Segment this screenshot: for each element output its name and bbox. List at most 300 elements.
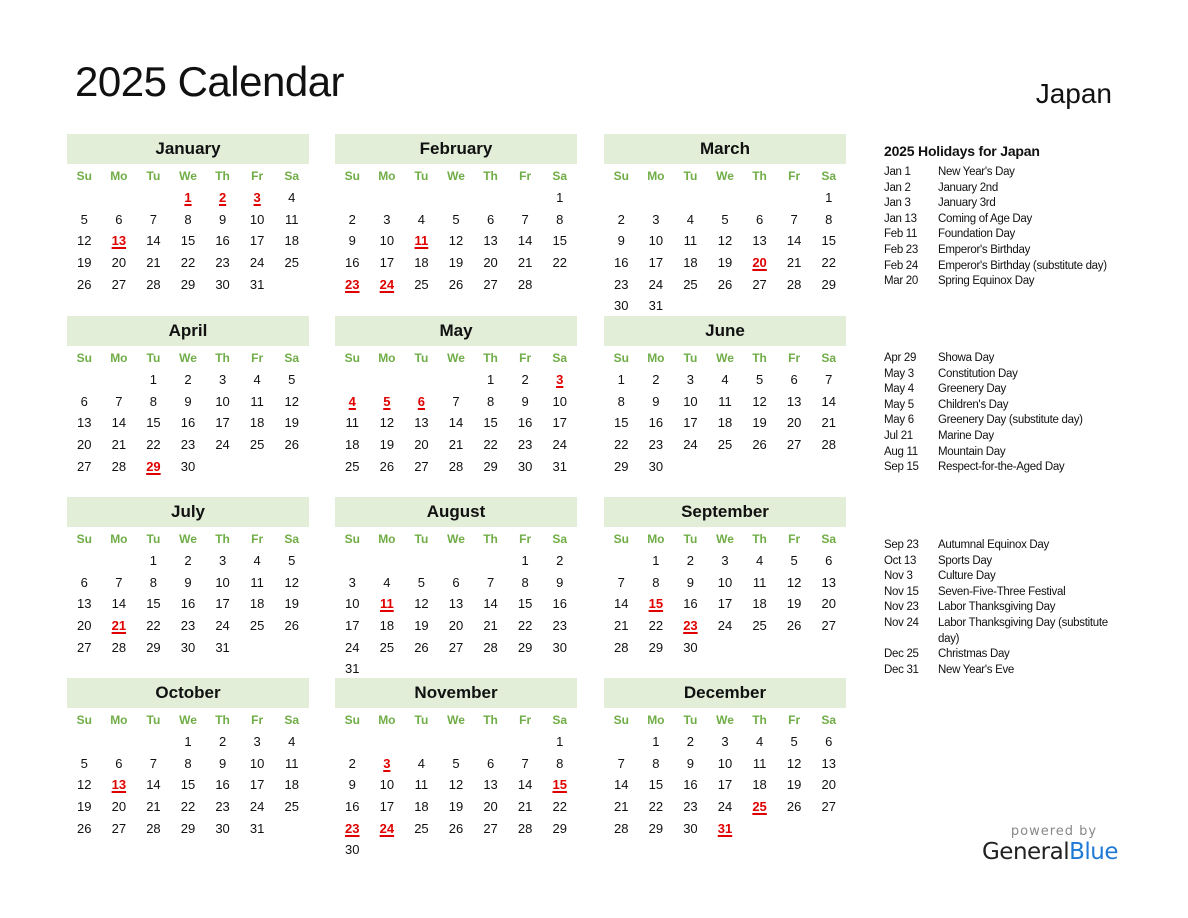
day-cell: 4 bbox=[288, 190, 296, 205]
day-cell: 10 bbox=[249, 211, 265, 227]
weekday-label: Fr bbox=[788, 532, 801, 546]
holiday-item bbox=[884, 413, 1124, 429]
day-cell: 14 bbox=[146, 777, 161, 793]
day-cell: 10 bbox=[683, 393, 698, 409]
day-cell: 21 bbox=[614, 618, 629, 634]
empty-cell bbox=[370, 550, 405, 572]
weekday-label: Sa bbox=[821, 532, 837, 546]
day-cell: 2 bbox=[184, 372, 192, 387]
week-row bbox=[335, 637, 577, 659]
empty-cell bbox=[404, 550, 439, 572]
day-cell: 26 bbox=[77, 276, 92, 292]
day-cell: 16 bbox=[345, 799, 360, 815]
weekday-label: We bbox=[447, 713, 465, 727]
day-cell: 27 bbox=[821, 799, 836, 815]
weekday-label: Fr bbox=[251, 351, 264, 365]
day-cell: 13 bbox=[752, 233, 767, 249]
weekday-label: Sa bbox=[552, 532, 568, 546]
month-july bbox=[67, 497, 309, 658]
weekday-label: Fr bbox=[519, 169, 532, 183]
day-cell: 30 bbox=[215, 276, 230, 292]
empty-cell bbox=[240, 637, 275, 659]
holiday-name: Sports Day bbox=[938, 554, 992, 567]
day-cell: 27 bbox=[752, 276, 767, 292]
day-cell: 3 bbox=[721, 734, 729, 749]
holiday-day-cell: 21 bbox=[111, 618, 127, 634]
day-cell: 29 bbox=[146, 639, 161, 655]
month-december bbox=[604, 678, 846, 839]
week-row bbox=[335, 818, 577, 840]
empty-cell bbox=[742, 637, 777, 659]
weekday-label: Fr bbox=[251, 169, 264, 183]
day-cell: 7 bbox=[149, 211, 158, 227]
holiday-item bbox=[884, 243, 1124, 259]
day-cell: 30 bbox=[180, 639, 196, 655]
day-cell: 20 bbox=[448, 618, 464, 634]
holiday-name: Labor Thanksgiving Day (substitute day) bbox=[938, 616, 1108, 645]
day-cell: 8 bbox=[149, 393, 158, 409]
holiday-item bbox=[884, 460, 1124, 476]
day-cell: 13 bbox=[483, 233, 498, 249]
day-cell: 12 bbox=[448, 233, 464, 249]
day-cell: 15 bbox=[146, 415, 161, 431]
week-row bbox=[604, 637, 846, 659]
day-cell: 10 bbox=[717, 755, 733, 771]
day-cell: 22 bbox=[517, 618, 533, 634]
day-cell: 16 bbox=[180, 596, 196, 612]
holiday-name: Marine Day bbox=[938, 429, 994, 442]
day-cell: 10 bbox=[215, 393, 230, 409]
day-cell: 21 bbox=[146, 799, 161, 815]
day-cell: 31 bbox=[249, 276, 265, 292]
day-cell: 16 bbox=[180, 415, 196, 431]
day-cell: 28 bbox=[786, 276, 802, 292]
day-cell: 23 bbox=[180, 618, 196, 634]
day-cell: 6 bbox=[825, 553, 833, 568]
day-cell: 10 bbox=[552, 393, 567, 409]
week-row bbox=[67, 593, 309, 615]
week-row bbox=[604, 230, 846, 252]
day-cell: 9 bbox=[686, 755, 695, 771]
weekday-header-row bbox=[335, 347, 577, 369]
day-cell: 8 bbox=[556, 211, 564, 227]
day-cell: 22 bbox=[146, 437, 161, 453]
week-row bbox=[604, 796, 846, 818]
weekday-label: Tu bbox=[683, 351, 698, 365]
day-cell: 7 bbox=[790, 211, 798, 227]
day-cell: 26 bbox=[284, 437, 299, 453]
week-row bbox=[67, 731, 309, 753]
holiday-day-cell: 3 bbox=[253, 190, 261, 205]
day-cell: 29 bbox=[180, 276, 196, 292]
week-row bbox=[67, 274, 309, 296]
day-cell: 16 bbox=[683, 777, 698, 793]
day-cell: 22 bbox=[180, 799, 196, 815]
day-cell: 27 bbox=[483, 820, 498, 836]
empty-cell bbox=[673, 456, 708, 478]
day-cell: 29 bbox=[648, 820, 664, 836]
day-cell: 17 bbox=[215, 415, 230, 431]
weekday-label: Fr bbox=[519, 713, 532, 727]
weekday-label: Sa bbox=[284, 713, 300, 727]
holiday-date: Mar 20 bbox=[884, 275, 918, 288]
holiday-day-cell: 23 bbox=[345, 276, 360, 292]
day-cell: 8 bbox=[486, 393, 495, 409]
month-header: June bbox=[604, 316, 846, 346]
day-cell: 10 bbox=[249, 755, 265, 771]
weekday-label: Tu bbox=[683, 532, 698, 546]
day-cell: 20 bbox=[111, 255, 127, 271]
empty-cell bbox=[777, 818, 812, 840]
week-row bbox=[335, 391, 577, 413]
month-header: August bbox=[335, 497, 577, 527]
day-cell: 3 bbox=[383, 211, 391, 227]
day-cell: 28 bbox=[517, 820, 533, 836]
weekday-label: We bbox=[716, 713, 734, 727]
day-cell: 6 bbox=[80, 393, 88, 409]
day-cell: 11 bbox=[284, 211, 299, 227]
day-cell: 4 bbox=[755, 553, 764, 568]
empty-cell bbox=[102, 550, 137, 572]
empty-cell bbox=[67, 731, 102, 753]
day-cell: 11 bbox=[250, 393, 264, 409]
month-header: February bbox=[335, 134, 577, 164]
day-cell: 24 bbox=[249, 255, 265, 271]
holiday-name: Foundation Day bbox=[938, 228, 1015, 241]
day-cell: 7 bbox=[617, 755, 625, 771]
holiday-date: Aug 11 bbox=[884, 445, 918, 458]
day-cell: 6 bbox=[755, 211, 764, 227]
day-cell: 15 bbox=[483, 415, 498, 431]
week-row bbox=[335, 456, 577, 478]
holiday-name: January 2nd bbox=[938, 181, 998, 194]
day-cell: 2 bbox=[617, 211, 625, 227]
day-cell: 6 bbox=[115, 211, 123, 227]
weekday-label: Th bbox=[215, 713, 230, 727]
day-cell: 8 bbox=[521, 574, 529, 590]
week-row bbox=[604, 456, 846, 478]
day-cell: 12 bbox=[786, 574, 802, 590]
week-row bbox=[67, 369, 309, 391]
holiday-item bbox=[884, 382, 1124, 398]
day-cell: 28 bbox=[448, 458, 464, 474]
empty-cell bbox=[811, 456, 846, 478]
weekday-label: Su bbox=[613, 351, 629, 365]
day-cell: 9 bbox=[348, 233, 356, 249]
day-cell: 23 bbox=[552, 618, 567, 634]
holiday-date: Apr 29 bbox=[884, 352, 917, 364]
day-cell: 12 bbox=[414, 596, 429, 612]
empty-cell bbox=[404, 369, 439, 391]
holiday-item bbox=[884, 538, 1124, 554]
weekday-label: Th bbox=[483, 713, 498, 727]
holiday-item bbox=[884, 367, 1124, 383]
brand-general: General bbox=[981, 839, 1070, 865]
day-cell: 6 bbox=[115, 755, 123, 771]
day-cell: 17 bbox=[249, 777, 265, 793]
weekday-label: Su bbox=[76, 169, 92, 183]
weekday-label: Tu bbox=[683, 169, 698, 183]
week-row bbox=[604, 187, 846, 209]
brand-blue: Blue bbox=[1069, 839, 1119, 865]
day-cell: 18 bbox=[683, 255, 698, 271]
week-row bbox=[604, 572, 846, 594]
day-cell: 20 bbox=[821, 596, 836, 612]
empty-cell bbox=[274, 456, 309, 478]
week-row bbox=[67, 818, 309, 840]
week-row bbox=[335, 753, 577, 775]
day-cell: 25 bbox=[379, 639, 395, 655]
day-cell: 5 bbox=[755, 372, 764, 387]
day-cell: 14 bbox=[614, 596, 629, 612]
week-row bbox=[67, 412, 309, 434]
empty-cell bbox=[473, 658, 508, 680]
day-cell: 14 bbox=[821, 393, 836, 409]
day-cell: 5 bbox=[417, 574, 426, 590]
day-cell: 26 bbox=[717, 276, 733, 292]
weekday-label: Fr bbox=[251, 532, 264, 546]
day-cell: 13 bbox=[77, 596, 92, 612]
weekday-label: We bbox=[179, 351, 197, 365]
day-cell: 19 bbox=[284, 415, 299, 431]
day-cell: 24 bbox=[215, 437, 230, 453]
day-cell: 30 bbox=[215, 820, 230, 836]
week-row bbox=[604, 209, 846, 231]
holiday-day-cell: 2 bbox=[218, 190, 227, 205]
day-cell: 24 bbox=[717, 799, 733, 815]
holiday-date: Dec 25 bbox=[884, 648, 919, 661]
weekday-label: Su bbox=[76, 532, 92, 546]
day-cell: 12 bbox=[448, 777, 464, 793]
day-cell: 26 bbox=[77, 820, 92, 836]
day-cell: 27 bbox=[414, 458, 429, 474]
holiday-day-cell: 23 bbox=[683, 618, 698, 634]
day-cell: 17 bbox=[717, 596, 733, 612]
day-cell: 4 bbox=[288, 734, 296, 749]
day-cell: 17 bbox=[552, 415, 567, 431]
weekday-label: Sa bbox=[821, 169, 837, 183]
month-march bbox=[604, 134, 846, 317]
weekday-header-row bbox=[604, 528, 846, 550]
weekday-label: Th bbox=[752, 532, 767, 546]
day-cell: 8 bbox=[556, 755, 564, 771]
day-cell: 27 bbox=[483, 276, 498, 292]
day-cell: 16 bbox=[552, 596, 567, 612]
day-cell: 26 bbox=[448, 276, 464, 292]
day-cell: 27 bbox=[77, 458, 92, 474]
empty-cell bbox=[473, 839, 508, 861]
day-cell: 27 bbox=[786, 437, 802, 453]
empty-cell bbox=[136, 731, 171, 753]
day-cell: 20 bbox=[483, 255, 498, 271]
day-cell: 4 bbox=[686, 211, 695, 227]
day-cell: 3 bbox=[348, 574, 356, 590]
day-cell: 31 bbox=[552, 458, 567, 474]
empty-cell bbox=[508, 731, 543, 753]
empty-cell bbox=[777, 295, 812, 317]
day-cell: 12 bbox=[717, 233, 733, 249]
day-cell: 25 bbox=[249, 618, 265, 634]
holiday-date: May 5 bbox=[884, 398, 914, 411]
day-cell: 7 bbox=[115, 574, 123, 590]
day-cell: 16 bbox=[517, 415, 533, 431]
empty-cell bbox=[67, 369, 102, 391]
empty-cell bbox=[439, 839, 474, 861]
day-cell: 15 bbox=[614, 415, 629, 431]
day-cell: 4 bbox=[383, 574, 391, 590]
week-row bbox=[335, 615, 577, 637]
day-cell: 8 bbox=[149, 574, 158, 590]
day-cell: 23 bbox=[517, 437, 533, 453]
holiday-name: New Year's Day bbox=[938, 166, 1015, 178]
week-row bbox=[604, 369, 846, 391]
weekday-label: Th bbox=[752, 713, 767, 727]
holiday-name: Emperor's Birthday (substitute day) bbox=[938, 259, 1107, 272]
country-label: Japan bbox=[1035, 78, 1112, 109]
empty-cell bbox=[673, 295, 708, 317]
empty-cell bbox=[777, 637, 812, 659]
empty-cell bbox=[205, 456, 240, 478]
weekday-label: Su bbox=[344, 351, 360, 365]
month-header: December bbox=[604, 678, 846, 708]
weekday-label: Th bbox=[752, 169, 767, 183]
holiday-day-cell: 13 bbox=[111, 233, 127, 249]
day-cell: 1 bbox=[149, 553, 158, 568]
day-cell: 7 bbox=[521, 755, 529, 771]
day-cell: 2 bbox=[652, 372, 660, 387]
day-cell: 1 bbox=[652, 553, 660, 568]
holiday-day-cell: 11 bbox=[379, 596, 394, 612]
week-row bbox=[335, 572, 577, 594]
weekday-label: Fr bbox=[788, 351, 801, 365]
day-cell: 18 bbox=[249, 596, 265, 612]
weekday-label: Th bbox=[215, 169, 230, 183]
day-cell: 23 bbox=[683, 799, 698, 815]
weekday-label: Su bbox=[76, 351, 92, 365]
day-cell: 29 bbox=[614, 458, 629, 474]
day-cell: 20 bbox=[786, 415, 802, 431]
empty-cell bbox=[370, 839, 405, 861]
empty-cell bbox=[473, 550, 508, 572]
day-cell: 12 bbox=[284, 393, 299, 409]
day-cell: 31 bbox=[345, 661, 360, 677]
empty-cell bbox=[335, 187, 370, 209]
weekday-header-row bbox=[335, 709, 577, 731]
holiday-name: January 3rd bbox=[938, 197, 996, 210]
brand-name bbox=[980, 839, 1120, 865]
page-title: 2025 Calendar bbox=[75, 58, 345, 105]
day-cell: 2 bbox=[686, 734, 695, 749]
day-cell: 8 bbox=[617, 393, 625, 409]
weekday-label: We bbox=[716, 169, 734, 183]
weekday-header-row bbox=[335, 165, 577, 187]
day-cell: 25 bbox=[284, 255, 299, 271]
holiday-day-cell: 1 bbox=[184, 190, 192, 205]
day-cell: 23 bbox=[215, 255, 230, 271]
day-cell: 9 bbox=[617, 233, 625, 249]
day-cell: 29 bbox=[821, 276, 836, 292]
day-cell: 6 bbox=[825, 734, 833, 749]
weekday-label: Mo bbox=[647, 713, 665, 727]
day-cell: 22 bbox=[821, 255, 836, 271]
weekday-label: Sa bbox=[552, 713, 568, 727]
weekday-label: Su bbox=[76, 713, 92, 727]
weekday-label: Th bbox=[483, 169, 498, 183]
empty-cell bbox=[542, 274, 577, 296]
week-row bbox=[67, 230, 309, 252]
day-cell: 16 bbox=[215, 233, 230, 249]
day-cell: 19 bbox=[77, 255, 92, 271]
day-cell: 5 bbox=[288, 372, 296, 387]
day-cell: 3 bbox=[652, 211, 660, 227]
day-cell: 30 bbox=[614, 298, 629, 314]
brand-logo[interactable] bbox=[980, 824, 1120, 865]
weekday-label: Mo bbox=[647, 532, 665, 546]
day-cell: 6 bbox=[452, 574, 460, 590]
holiday-item bbox=[884, 259, 1124, 275]
day-cell: 5 bbox=[790, 553, 798, 568]
empty-cell bbox=[777, 456, 812, 478]
month-header: May bbox=[335, 316, 577, 346]
day-cell: 5 bbox=[790, 734, 798, 749]
day-cell: 28 bbox=[111, 458, 127, 474]
day-cell: 18 bbox=[345, 437, 360, 453]
day-cell: 13 bbox=[414, 415, 429, 431]
holiday-name: Spring Equinox Day bbox=[938, 275, 1035, 288]
day-cell: 17 bbox=[717, 777, 733, 793]
holiday-day-cell: 20 bbox=[752, 255, 767, 271]
weekday-label: Su bbox=[613, 169, 629, 183]
week-row bbox=[335, 412, 577, 434]
weekday-label: Sa bbox=[552, 169, 568, 183]
weekday-label: Su bbox=[613, 532, 629, 546]
month-february bbox=[335, 134, 577, 295]
empty-cell bbox=[604, 550, 639, 572]
day-cell: 26 bbox=[786, 799, 802, 815]
day-cell: 19 bbox=[77, 799, 92, 815]
holiday-date: Nov 3 bbox=[884, 570, 913, 583]
holiday-item bbox=[884, 165, 1124, 181]
day-cell: 25 bbox=[345, 458, 360, 474]
day-cell: 20 bbox=[483, 799, 498, 815]
day-cell: 13 bbox=[786, 393, 802, 409]
empty-cell bbox=[439, 731, 474, 753]
empty-cell bbox=[240, 456, 275, 478]
day-cell: 24 bbox=[345, 639, 360, 655]
month-header: September bbox=[604, 497, 846, 527]
day-cell: 17 bbox=[345, 618, 360, 634]
day-cell: 11 bbox=[414, 777, 429, 793]
week-row bbox=[335, 774, 577, 796]
weekday-label: Sa bbox=[284, 532, 300, 546]
holiday-item bbox=[884, 196, 1124, 212]
day-cell: 11 bbox=[752, 755, 767, 771]
holiday-name: Greenery Day bbox=[938, 383, 1006, 396]
holiday-name: Culture Day bbox=[938, 570, 996, 583]
day-cell: 30 bbox=[180, 458, 196, 474]
holiday-day-cell: 29 bbox=[146, 458, 161, 474]
weekday-label: Su bbox=[344, 532, 360, 546]
day-cell: 31 bbox=[249, 820, 265, 836]
day-cell: 12 bbox=[77, 777, 92, 793]
empty-cell bbox=[404, 187, 439, 209]
day-cell: 18 bbox=[414, 799, 429, 815]
empty-cell bbox=[673, 187, 708, 209]
month-august bbox=[335, 497, 577, 680]
day-cell: 6 bbox=[80, 574, 88, 590]
holiday-name: Labor Thanksgiving Day bbox=[938, 601, 1056, 614]
empty-cell bbox=[136, 187, 171, 209]
